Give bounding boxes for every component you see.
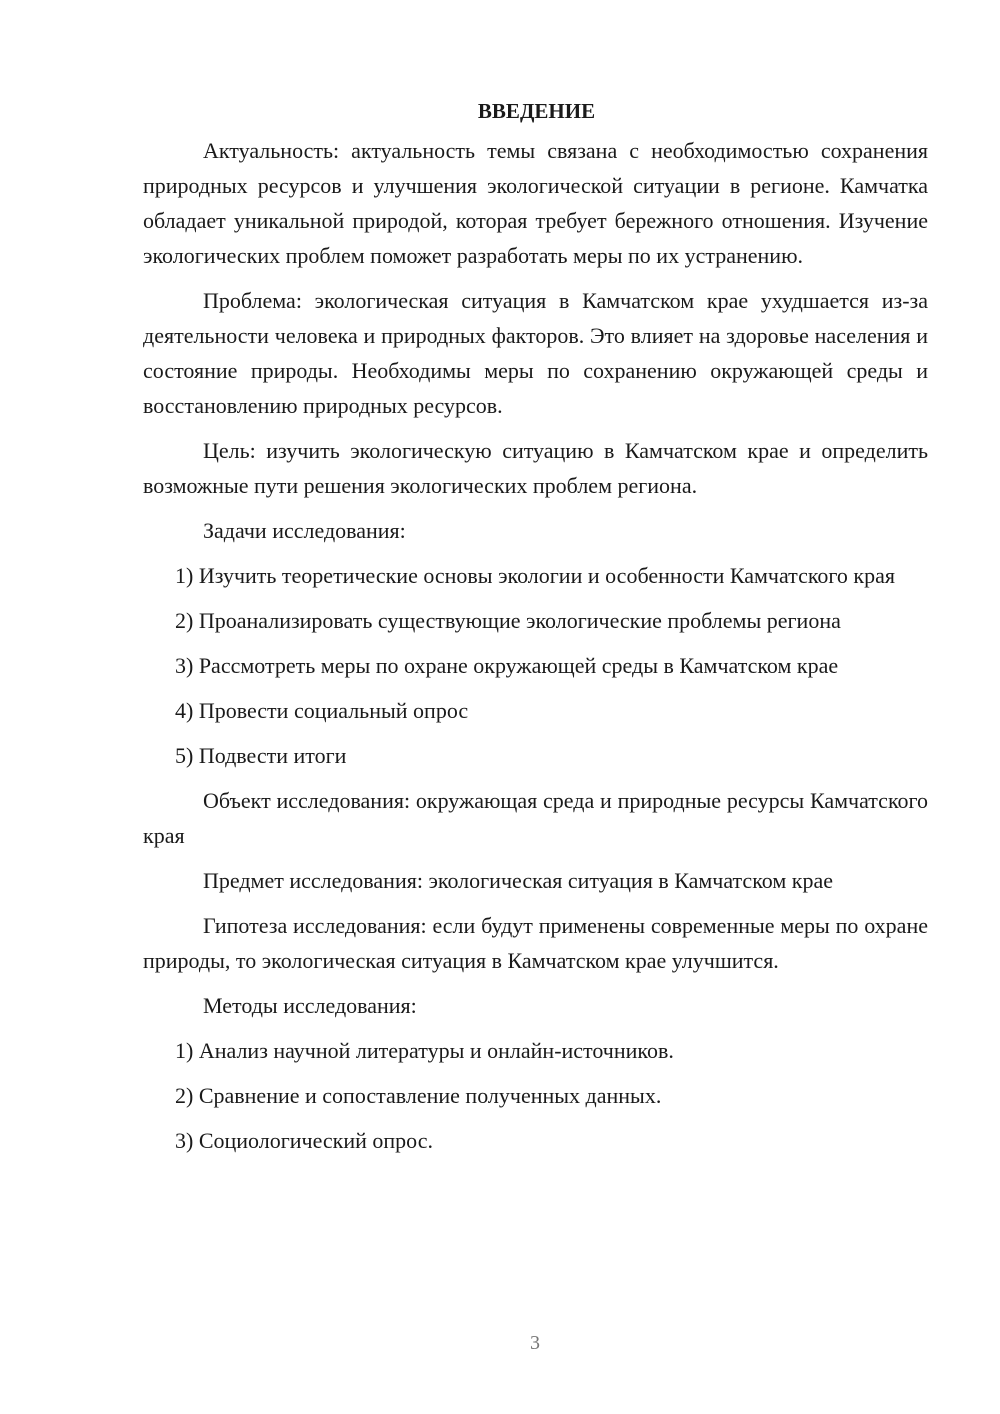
- task-item-5: 5) Подвести итоги: [175, 743, 347, 768]
- problem-paragraph: Проблема: экологическая ситуация в Камчатском крае ухудшается из-за деятельности человека и природных факторов. Это влияет на здоровье населения и состояние природы. Необходимы меры по сохранению окружающей среды и восстановлению природных ресурсов.: [143, 288, 928, 418]
- subject-paragraph: Предмет исследования: экологическая ситуация в Камчатском крае: [203, 868, 833, 893]
- task-item-1: 1) Изучить теоретические основы экологии и особенности Камчатского края: [175, 563, 895, 588]
- hypothesis-paragraph: Гипотеза исследования: если будут применены современные меры по охране природы, то экологическая ситуация в Камчатском крае улучшится.: [143, 913, 928, 973]
- goal-paragraph: Цель: изучить экологическую ситуацию в Камчатском крае и определить возможные пути решения экологических проблем региона.: [143, 438, 928, 498]
- page-title: ВВЕДЕНИЕ: [477, 99, 596, 123]
- page-content: [143, 94, 928, 1168]
- object-paragraph: Объект исследования: окружающая среда и природные ресурсы Камчатского края: [143, 788, 928, 848]
- relevance-paragraph: Актуальность: актуальность темы связана с необходимостью сохранения природных ресурсов и улучшения экологической ситуации в регионе. Камчатка обладает уникальной природой, которая требует бережного отношения. Изучение экологических проблем поможет разработать меры по их устранению.: [143, 138, 928, 268]
- page-number: 3: [530, 1332, 540, 1354]
- task-item-3: 3) Рассмотреть меры по охране окружающей среды в Камчатском крае: [175, 653, 839, 678]
- method-item-1: 1) Анализ научной литературы и онлайн-источников.: [175, 1038, 674, 1063]
- methods-heading: Методы исследования:: [203, 993, 417, 1018]
- task-item-2: 2) Проанализировать существующие экологические проблемы региона: [175, 608, 841, 633]
- method-item-2: 2) Сравнение и сопоставление полученных данных.: [175, 1083, 662, 1108]
- task-item-4: 4) Провести социальный опрос: [175, 698, 469, 723]
- tasks-heading: Задачи исследования:: [203, 518, 406, 543]
- method-item-3: 3) Социологический опрос.: [175, 1128, 433, 1153]
